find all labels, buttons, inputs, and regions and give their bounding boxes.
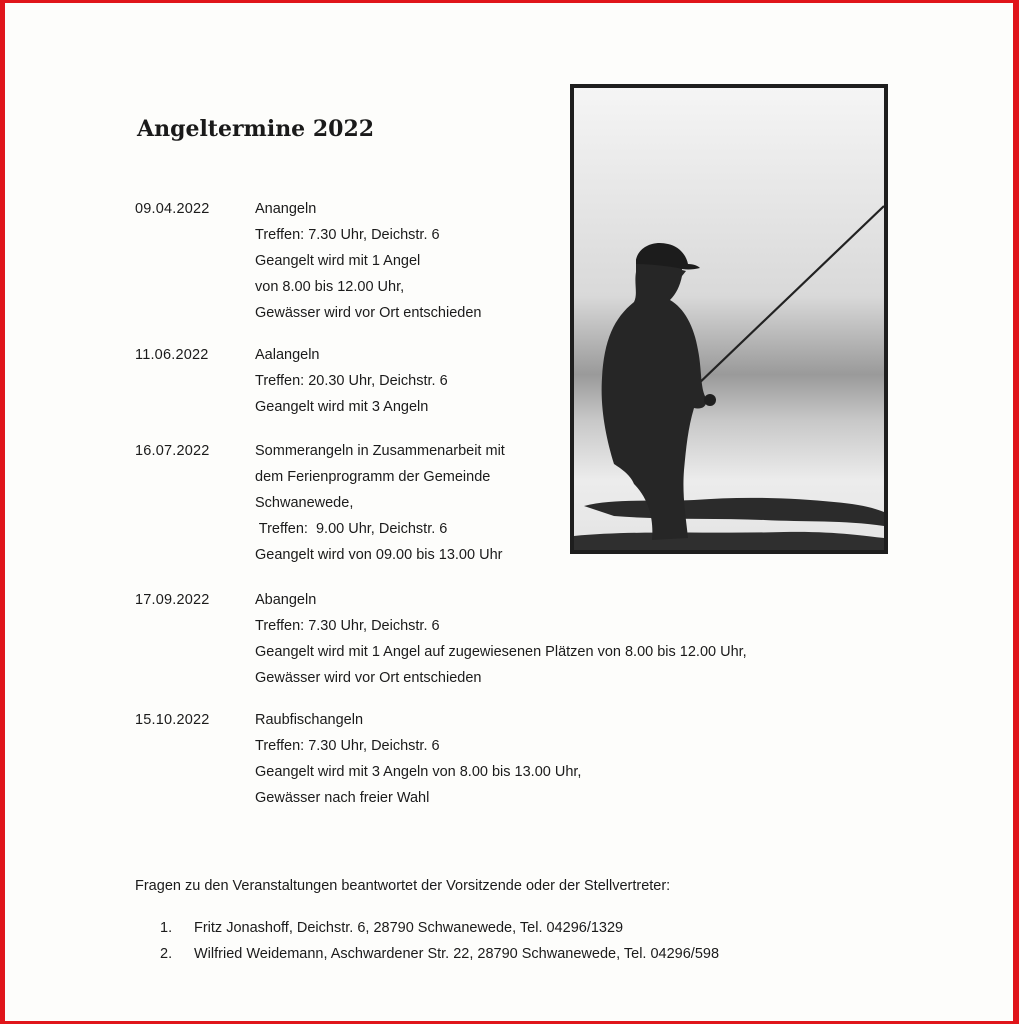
- event-detail-line: Gewässer wird vor Ort entschieden: [255, 305, 482, 321]
- event-detail-line: Anangeln: [255, 201, 317, 217]
- event-detail-line: Geangelt wird mit 1 Angel auf zugewiesenen Plätzen von 8.00 bis 12.00 Uhr,: [255, 644, 747, 660]
- list-item: [160, 915, 719, 941]
- event-detail-line: Gewässer wird vor Ort entschieden: [255, 670, 482, 686]
- list-number: 1.: [160, 920, 173, 936]
- event-date: 09.04.2022: [135, 201, 210, 217]
- event-date: 15.10.2022: [135, 712, 210, 728]
- list-item: [160, 941, 719, 967]
- event-date: 17.09.2022: [135, 592, 210, 608]
- event-detail-line: dem Ferienprogramm der Gemeinde: [255, 469, 491, 485]
- frame-border-right: [1013, 0, 1019, 1024]
- event-detail-line: Treffen: 7.30 Uhr, Deichstr. 6: [255, 618, 440, 634]
- event-detail-line: Geangelt wird mit 3 Angeln: [255, 399, 429, 415]
- event-detail-line: Treffen: 7.30 Uhr, Deichstr. 6: [255, 227, 440, 243]
- event-detail-line: Abangeln: [255, 592, 317, 608]
- questions-note: Fragen zu den Veranstaltungen beantwortet der Vorsitzende oder der Stellvertreter:: [135, 878, 671, 894]
- event-detail-line: Raubfischangeln: [255, 712, 364, 728]
- contact-list: [160, 915, 719, 967]
- event-detail-line: Treffen: 20.30 Uhr, Deichstr. 6: [255, 373, 448, 389]
- event-detail-line: Aalangeln: [255, 347, 320, 363]
- contact-text: Wilfried Weidemann, Aschwardener Str. 22, 28790 Schwanewede, Tel. 04296/598: [194, 946, 720, 962]
- event-detail-line: Geangelt wird mit 3 Angeln von 8.00 bis 13.00 Uhr,: [255, 764, 582, 780]
- event-detail-line: Treffen: 9.00 Uhr, Deichstr. 6: [255, 521, 448, 537]
- fisherman-photo: [570, 84, 888, 554]
- event-detail-line: Geangelt wird mit 1 Angel: [255, 253, 421, 269]
- event-detail-line: Sommerangeln in Zusammenarbeit mit: [255, 443, 505, 459]
- event-date: 11.06.2022: [135, 347, 209, 363]
- list-number: 2.: [160, 946, 173, 962]
- event-detail-line: von 8.00 bis 12.00 Uhr,: [255, 279, 405, 295]
- fisherman-silhouette-icon: [574, 88, 884, 550]
- frame-border-left: [0, 0, 5, 1024]
- page-title: Angeltermine 2022: [137, 116, 375, 142]
- event-detail-line: Geangelt wird von 09.00 bis 13.00 Uhr: [255, 547, 503, 563]
- event-detail-line: Schwanewede,: [255, 495, 354, 511]
- event-detail-line: Treffen: 7.30 Uhr, Deichstr. 6: [255, 738, 440, 754]
- frame-border-top: [0, 0, 1019, 3]
- contact-text: Fritz Jonashoff, Deichstr. 6, 28790 Schwanewede, Tel. 04296/1329: [194, 920, 624, 936]
- event-details: [255, 707, 855, 811]
- event-detail-line: Gewässer nach freier Wahl: [255, 790, 430, 806]
- event-details: [255, 587, 855, 691]
- event-date: 16.07.2022: [135, 443, 210, 459]
